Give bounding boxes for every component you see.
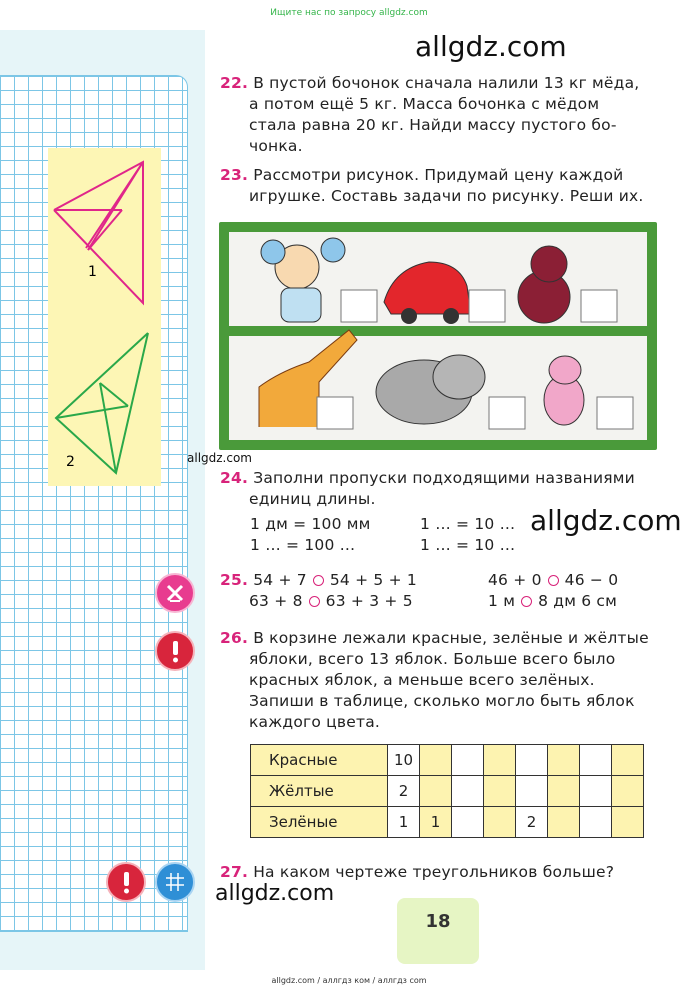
watermark: allgdz.com	[530, 504, 682, 537]
figure-1-label: 1	[88, 264, 97, 280]
figure-1-triangles	[54, 162, 143, 303]
task-number: 24.	[220, 469, 249, 487]
triangle-drawings	[48, 148, 161, 486]
watermark-small: allgdz.com	[187, 451, 252, 465]
toy-shelf-picture	[219, 222, 657, 450]
apples-table	[250, 744, 644, 838]
task-25: 25. 54 + 7 54 + 5 + 1 46 + 0 46 − 0 63 + 8 63 + 3 + 5 1 м 8 дм 6 см	[220, 571, 619, 610]
figure-2-triangles	[56, 333, 148, 473]
task-27: 27. На каком чертеже треугольников больше?	[220, 863, 615, 881]
length-units-row-1: 1 дм = 100 мм 1 … = 10 …	[250, 515, 516, 533]
footer-links[interactable]: allgdz.com / аллгдз ком / аллгдз com	[271, 976, 427, 985]
task-number: 22.	[220, 74, 249, 92]
figure-2-label: 2	[66, 454, 75, 470]
task-number: 27.	[220, 863, 249, 881]
task-22: 22. В пустой бочонок сначала налили 13 кг мёда, а потом ещё 5 кг. Масса бочонка с мёдом стала равна 20 кг. Найди массу пустого бо- чонка.	[220, 74, 640, 155]
exclamation-icon-2[interactable]	[106, 862, 146, 902]
compare-circle	[521, 596, 532, 607]
compare-icon[interactable]	[155, 573, 195, 613]
table-row: Жёлтые 2	[251, 776, 644, 807]
triangle-figures-card	[48, 148, 161, 486]
task-26: 26. В корзине лежали красные, зелёные и жёлтые яблоки, всего 13 яблок. Больше всего было красных яблок, а меньше всего зелёных. Запиши в таблице, сколько могло быть яблок каждого цвета.	[220, 629, 649, 731]
task-24: 24. Заполни пропуски подходящими названиями единиц длины.	[220, 469, 635, 508]
compare-circle	[313, 575, 324, 586]
table-row: Красные 10	[251, 745, 644, 776]
task-number: 23.	[220, 166, 249, 184]
task-number: 25.	[220, 571, 249, 589]
toys-illustration	[219, 222, 657, 450]
table-row: Зелёные 1 1 2	[251, 807, 644, 838]
watermark: allgdz.com	[415, 30, 567, 63]
top-banner[interactable]: Ищите нас по запросу allgdz.com	[270, 8, 428, 18]
task-23: 23. Рассмотри рисунок. Придумай цену каждой игрушке. Составь задачи по рисунку. Реши их.	[220, 166, 644, 205]
compare-circle	[548, 575, 559, 586]
grid-icon[interactable]	[155, 862, 195, 902]
page-number: 18	[397, 898, 479, 964]
exclamation-icon[interactable]	[155, 631, 195, 671]
compare-circle	[309, 596, 320, 607]
length-units-row-2: 1 … = 100 … 1 … = 10 …	[250, 536, 516, 554]
watermark: allgdz.com	[215, 881, 335, 906]
task-number: 26.	[220, 629, 249, 647]
